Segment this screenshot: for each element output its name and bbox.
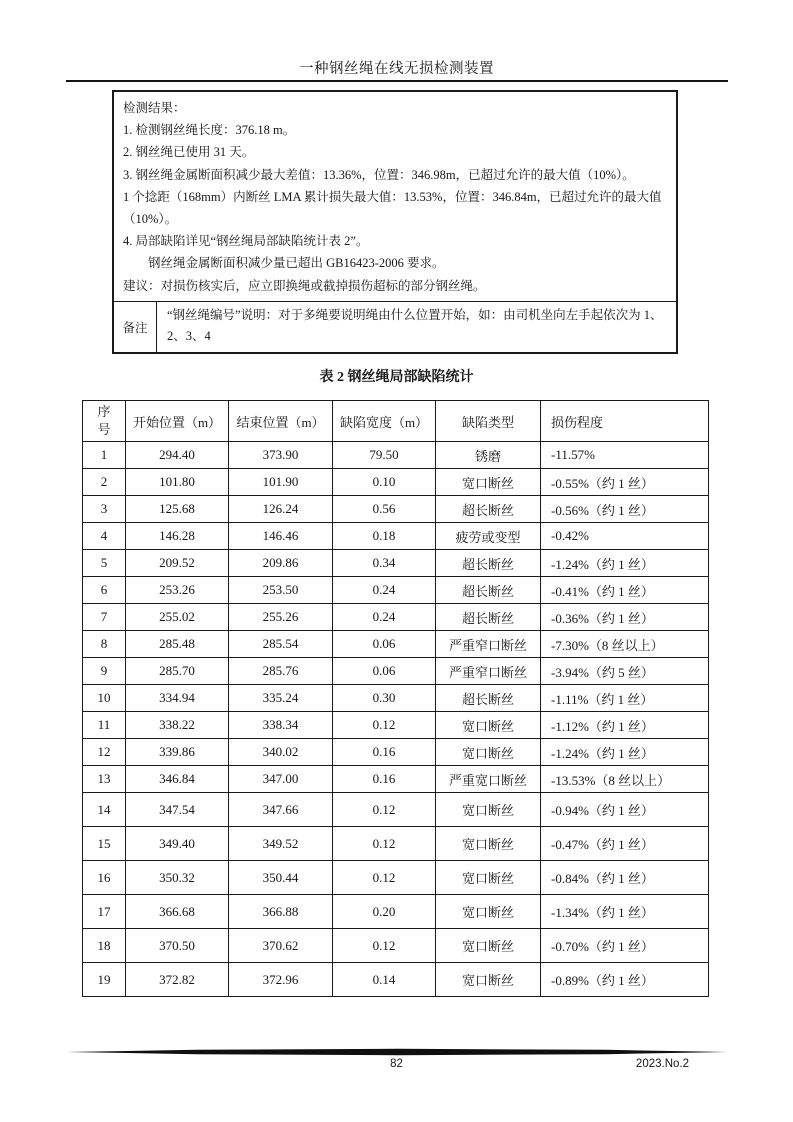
table-cell: 370.50 — [126, 929, 229, 963]
table-cell: 347.66 — [229, 793, 333, 827]
table-row — [83, 658, 709, 685]
table-cell: -1.11%（约 1 丝） — [541, 685, 709, 712]
table-row — [83, 442, 709, 469]
table-cell: 13 — [83, 766, 126, 793]
table-row — [83, 604, 709, 631]
table-cell: 209.86 — [229, 550, 333, 577]
column-header: 损伤程度 — [541, 401, 709, 442]
results-line: 建议：对损伤核实后，应立即换绳或截掉损伤超标的部分钢丝绳。 — [123, 278, 486, 293]
table-row — [83, 895, 709, 929]
table-row — [83, 631, 709, 658]
table-cell: 0.18 — [333, 523, 436, 550]
results-lines — [114, 92, 676, 301]
header-rule — [66, 80, 728, 82]
table-cell: 超长断丝 — [436, 550, 541, 577]
table-cell: 285.54 — [229, 631, 333, 658]
table-cell: 3 — [83, 496, 126, 523]
footer-issue: 2023.No.2 — [635, 1058, 689, 1070]
footer-page-number: 82 — [390, 1058, 403, 1070]
table-cell: 5 — [83, 550, 126, 577]
note-text: “钢丝绳编号”说明：对于多绳要说明绳由什么位置开始，如：由司机坐向左手起依次为 1、2、3、4 — [167, 307, 663, 344]
results-line: 4. 局部缺陷详见“钢丝绳局部缺陷统计表 2”。 — [123, 234, 369, 249]
table-cell: 340.02 — [229, 739, 333, 766]
table-cell: 6 — [83, 577, 126, 604]
table-cell: 超长断丝 — [436, 496, 541, 523]
table-cell: 255.26 — [229, 604, 333, 631]
column-header: 结束位置（m） — [229, 401, 333, 442]
table-cell: 宽口断丝 — [436, 712, 541, 739]
table-cell: -0.89%（约 1 丝） — [541, 963, 709, 997]
table-cell: 宽口断丝 — [436, 963, 541, 997]
table-row — [83, 523, 709, 550]
table-cell: 0.34 — [333, 550, 436, 577]
results-line: 钢丝绳金属断面积减少量已超出 GB16423-2006 要求。 — [123, 256, 445, 271]
table-cell: 0.24 — [333, 577, 436, 604]
table-cell: 超长断丝 — [436, 604, 541, 631]
column-header: 缺陷类型 — [436, 401, 541, 442]
table-cell: -11.57% — [541, 442, 709, 469]
table-cell: 146.28 — [126, 523, 229, 550]
table-cell: 7 — [83, 604, 126, 631]
table-row — [83, 469, 709, 496]
table-cell: 17 — [83, 895, 126, 929]
table-cell: 宽口断丝 — [436, 929, 541, 963]
table-cell: -0.94%（约 1 丝） — [541, 793, 709, 827]
table-cell: -0.55%（约 1 丝） — [541, 469, 709, 496]
table-cell: 339.86 — [126, 739, 229, 766]
table-row — [83, 827, 709, 861]
table-row — [83, 550, 709, 577]
table-cell: 285.76 — [229, 658, 333, 685]
table-cell: 349.40 — [126, 827, 229, 861]
table-cell: -3.94%（约 5 丝） — [541, 658, 709, 685]
table-cell: 285.70 — [126, 658, 229, 685]
table-cell: 0.14 — [333, 963, 436, 997]
table-cell: 79.50 — [333, 442, 436, 469]
table-cell: 373.90 — [229, 442, 333, 469]
table-cell: 347.54 — [126, 793, 229, 827]
table-cell: 334.94 — [126, 685, 229, 712]
table-cell: 346.84 — [126, 766, 229, 793]
table-cell: 4 — [83, 523, 126, 550]
table-cell: 347.00 — [229, 766, 333, 793]
table-cell: 1 — [83, 442, 126, 469]
table-cell: 372.96 — [229, 963, 333, 997]
table-cell: 严重窄口断丝 — [436, 631, 541, 658]
table-row — [83, 861, 709, 895]
table-cell: 18 — [83, 929, 126, 963]
table-cell: 349.52 — [229, 827, 333, 861]
table-cell: 0.12 — [333, 712, 436, 739]
table-cell: 0.12 — [333, 827, 436, 861]
table-cell: 0.16 — [333, 739, 436, 766]
table-cell: -13.53%（8 丝以上） — [541, 766, 709, 793]
footer-rule — [66, 1048, 728, 1056]
table-cell: 366.68 — [126, 895, 229, 929]
table-header-row — [83, 401, 709, 442]
table-cell: 锈磨 — [436, 442, 541, 469]
table-body — [83, 442, 709, 997]
table-cell: 宽口断丝 — [436, 739, 541, 766]
table-cell: 101.90 — [229, 469, 333, 496]
table-row — [83, 712, 709, 739]
table-cell: 超长断丝 — [436, 577, 541, 604]
column-header: 序号 — [83, 401, 126, 442]
table-cell: 0.56 — [333, 496, 436, 523]
table-cell: -0.41%（约 1 丝） — [541, 577, 709, 604]
table-cell: -0.36%（约 1 丝） — [541, 604, 709, 631]
table-cell: 15 — [83, 827, 126, 861]
table-cell: 超长断丝 — [436, 685, 541, 712]
table-cell: 宽口断丝 — [436, 861, 541, 895]
table-title: 表 2 钢丝绳局部缺陷统计 — [319, 370, 474, 385]
table-cell: 0.16 — [333, 766, 436, 793]
note-label: 备注 — [114, 302, 157, 352]
column-header: 缺陷宽度（m） — [333, 401, 436, 442]
table-cell: 294.40 — [126, 442, 229, 469]
defect-statistics-table — [82, 400, 709, 997]
table-row — [83, 577, 709, 604]
table-cell: 16 — [83, 861, 126, 895]
table-cell: 严重宽口断丝 — [436, 766, 541, 793]
table-cell: 疲劳或变型 — [436, 523, 541, 550]
table-cell: 宽口断丝 — [436, 895, 541, 929]
results-line: 3. 钢丝绳金属断面积减少最大差值：13.36%，位置：346.98m，已超过允许的最大值（10%）。 — [123, 167, 635, 182]
table-cell: 253.26 — [126, 577, 229, 604]
table-cell: 9 — [83, 658, 126, 685]
table-cell: 宽口断丝 — [436, 827, 541, 861]
note-row — [114, 301, 676, 352]
table-cell: 335.24 — [229, 685, 333, 712]
table-row — [83, 929, 709, 963]
column-header: 开始位置（m） — [126, 401, 229, 442]
table-cell: 370.62 — [229, 929, 333, 963]
table-cell: 0.06 — [333, 631, 436, 658]
results-box — [112, 90, 678, 354]
table-cell: 350.44 — [229, 861, 333, 895]
table-row — [83, 496, 709, 523]
table-cell: 0.20 — [333, 895, 436, 929]
table-cell: -0.47%（约 1 丝） — [541, 827, 709, 861]
table-cell: 11 — [83, 712, 126, 739]
table-cell: 366.88 — [229, 895, 333, 929]
table-cell: -1.24%（约 1 丝） — [541, 739, 709, 766]
table-cell: 0.12 — [333, 793, 436, 827]
document-header-title: 一种钢丝绳在线无损检测装置 — [299, 61, 494, 77]
table-cell: -7.30%（8 丝以上） — [541, 631, 709, 658]
results-line: 1. 检测钢丝绳长度：376.18 m。 — [123, 123, 296, 138]
table-cell: 19 — [83, 963, 126, 997]
table-cell: 338.34 — [229, 712, 333, 739]
table-cell: 372.82 — [126, 963, 229, 997]
table-row — [83, 766, 709, 793]
table-cell: -0.70%（约 1 丝） — [541, 929, 709, 963]
table-cell: -1.12%（约 1 丝） — [541, 712, 709, 739]
table-row — [83, 685, 709, 712]
table-cell: 8 — [83, 631, 126, 658]
table-cell: -1.34%（约 1 丝） — [541, 895, 709, 929]
table-cell: 101.80 — [126, 469, 229, 496]
table-cell: 宽口断丝 — [436, 793, 541, 827]
table-cell: 0.30 — [333, 685, 436, 712]
table-row — [83, 739, 709, 766]
table-cell: 14 — [83, 793, 126, 827]
table-cell: 0.24 — [333, 604, 436, 631]
table-cell: 10 — [83, 685, 126, 712]
results-line: 检测结果： — [123, 101, 186, 115]
table-cell: 209.52 — [126, 550, 229, 577]
table-cell: 严重窄口断丝 — [436, 658, 541, 685]
table-cell: -1.24%（约 1 丝） — [541, 550, 709, 577]
table-cell: 2 — [83, 469, 126, 496]
table-cell: 350.32 — [126, 861, 229, 895]
table-cell: 0.12 — [333, 861, 436, 895]
table-cell: 253.50 — [229, 577, 333, 604]
table-cell: 12 — [83, 739, 126, 766]
table-cell: 0.12 — [333, 929, 436, 963]
table-cell: 0.10 — [333, 469, 436, 496]
table-cell: 125.68 — [126, 496, 229, 523]
table-cell: 338.22 — [126, 712, 229, 739]
table-row — [83, 963, 709, 997]
table-cell: 255.02 — [126, 604, 229, 631]
table-cell: 146.46 — [229, 523, 333, 550]
results-line: 2. 钢丝绳已使用 31 天。 — [123, 145, 255, 160]
table-cell: -0.56%（约 1 丝） — [541, 496, 709, 523]
table-cell: 126.24 — [229, 496, 333, 523]
table-cell: -0.84%（约 1 丝） — [541, 861, 709, 895]
table-cell: 0.06 — [333, 658, 436, 685]
table-cell: 宽口断丝 — [436, 469, 541, 496]
table-cell: -0.42% — [541, 523, 709, 550]
table-row — [83, 793, 709, 827]
results-line: 1 个捻距（168mm）内断丝 LMA 累计损失最大值：13.53%，位置：346.84m，已超过允许的最大值（10%）。 — [123, 189, 662, 227]
table-cell: 285.48 — [126, 631, 229, 658]
